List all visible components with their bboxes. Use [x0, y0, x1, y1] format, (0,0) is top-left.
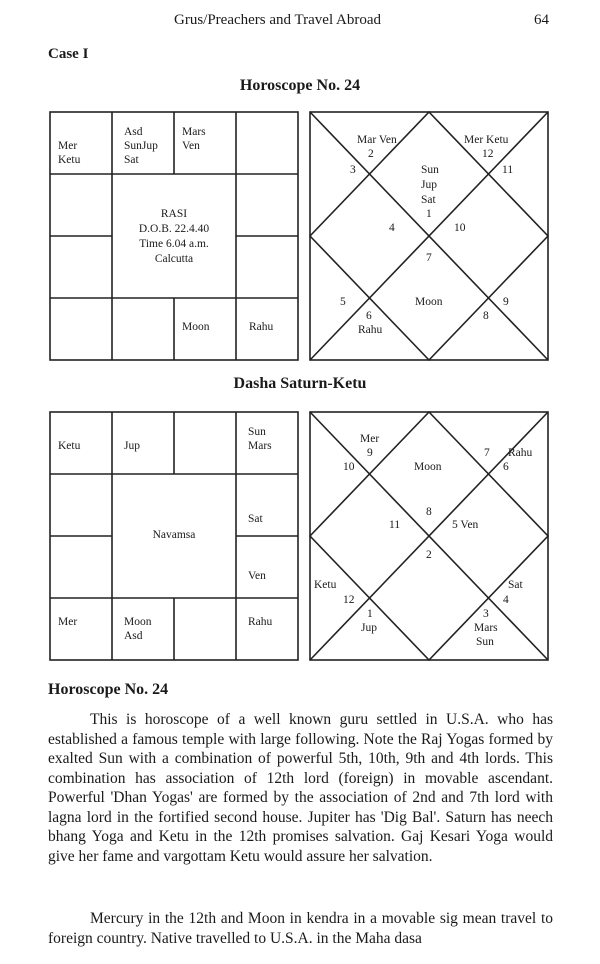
n1-moon: Moon [415, 296, 443, 308]
rasi-cell-virgo: Moon [182, 321, 210, 333]
n1-sat: Sat [421, 194, 436, 206]
n1-num-10: 10 [454, 222, 466, 234]
n1-num-12: 12 [482, 148, 494, 160]
nav-cell-sun-mars: Sun Mars [248, 426, 272, 452]
n1-sun: Sun [421, 164, 439, 176]
n1-top-left: Mar Ven [357, 134, 397, 146]
n1-num-7: 7 [426, 252, 432, 264]
n1-num-2: 2 [368, 148, 374, 160]
n2-sun: Sun [476, 636, 494, 648]
n1-num-6: 6 [366, 310, 372, 322]
rasi-cell-pisces: Mer Ketu [58, 140, 81, 166]
n2-num-2: 2 [426, 549, 432, 561]
n2-num-8: 8 [426, 506, 432, 518]
n1-num-9: 9 [503, 296, 509, 308]
section-title: Horoscope No. 24 [48, 681, 169, 698]
n1-num-11: 11 [502, 164, 514, 176]
n2-mars: Mars [474, 622, 498, 634]
n2-num-4: 4 [503, 594, 509, 606]
heading-dasha: Dasha Saturn-Ketu [233, 375, 367, 392]
n2-num-3: 3 [483, 608, 489, 620]
rasi-cell-leo: Rahu [249, 321, 274, 333]
n1-num-8: 8 [483, 310, 489, 322]
n1-rahu: Rahu [358, 324, 383, 336]
n2-ketu: Ketu [314, 579, 337, 591]
nav-cell-mer: Mer [58, 616, 78, 628]
n2-mer: Mer [360, 433, 380, 445]
n1-num-3: 3 [350, 164, 356, 176]
n1-top-right: Mer Ketu [464, 134, 509, 146]
n1-num-4: 4 [389, 222, 395, 234]
case-label: Case I [48, 46, 89, 62]
n2-num-11: 11 [389, 519, 401, 531]
nav-cell-jup: Jup [124, 440, 140, 452]
n2-num-12: 12 [343, 594, 355, 606]
heading-horoscope: Horoscope No. 24 [239, 77, 361, 94]
n2-sat: Sat [508, 579, 523, 591]
n1-num-5: 5 [340, 296, 346, 308]
nav-cell-rahu: Rahu [248, 616, 273, 628]
page-number: 64 [534, 12, 549, 28]
n2-num-7: 7 [484, 447, 490, 459]
running-header: Grus/Preachers and Travel Abroad [174, 12, 382, 28]
paragraph-2: Mercury in the 12th and Moon in kendra in a movable sig mean travel to foreign country. Native travelled to U.S.A. in the Maha dasa [48, 910, 553, 947]
n2-rahu: Rahu [508, 447, 533, 459]
nav-cell-moon: Moon Asd [124, 616, 152, 642]
n2-num-6: 6 [503, 461, 509, 473]
n2-num-9: 9 [367, 447, 373, 459]
n2-jup: Jup [361, 622, 377, 634]
nav-cell-sat: Sat [248, 513, 263, 525]
n2-ven: 5 Ven [452, 519, 479, 531]
n2-moon: Moon [414, 461, 442, 473]
n2-num-10: 10 [343, 461, 355, 473]
rasi-cell-taurus: Mars Ven [182, 126, 206, 152]
rasi-cell-aries: Asd SunJup Sat [124, 126, 158, 166]
n1-jup: Jup [421, 179, 437, 191]
nav-cell-ketu: Ketu [58, 440, 81, 452]
nav-cell-ven: Ven [248, 570, 266, 582]
n1-num-1: 1 [426, 208, 432, 220]
n2-num-1: 1 [367, 608, 373, 620]
nav-center: Navamsa [152, 529, 196, 541]
paragraph-1: This is horoscope of a well known guru settled in U.S.A. who has established a famous temple with large following. Note the Raj Yogas formed by exalted Sun with a combination of powerful 5th, 10th, 9th and 4th lords. This combination has association of 12th lord (foreign) in movable ascendant. Powerful 'Dhan Yogas' are formed by the association of 2nd and 7th lord with lagna lord in the fortified second house. Jupiter has 'Dig Bal'. Saturn has neech bhang Yoga and Ketu in the 12th promises salvation. Gaj Kesari Yoga would give her fame and vargottam Ketu would assure her salvation. [48, 711, 553, 865]
rasi-center: RASI D.O.B. 22.4.40 Time 6.04 a.m. Calcutta [138, 208, 210, 265]
